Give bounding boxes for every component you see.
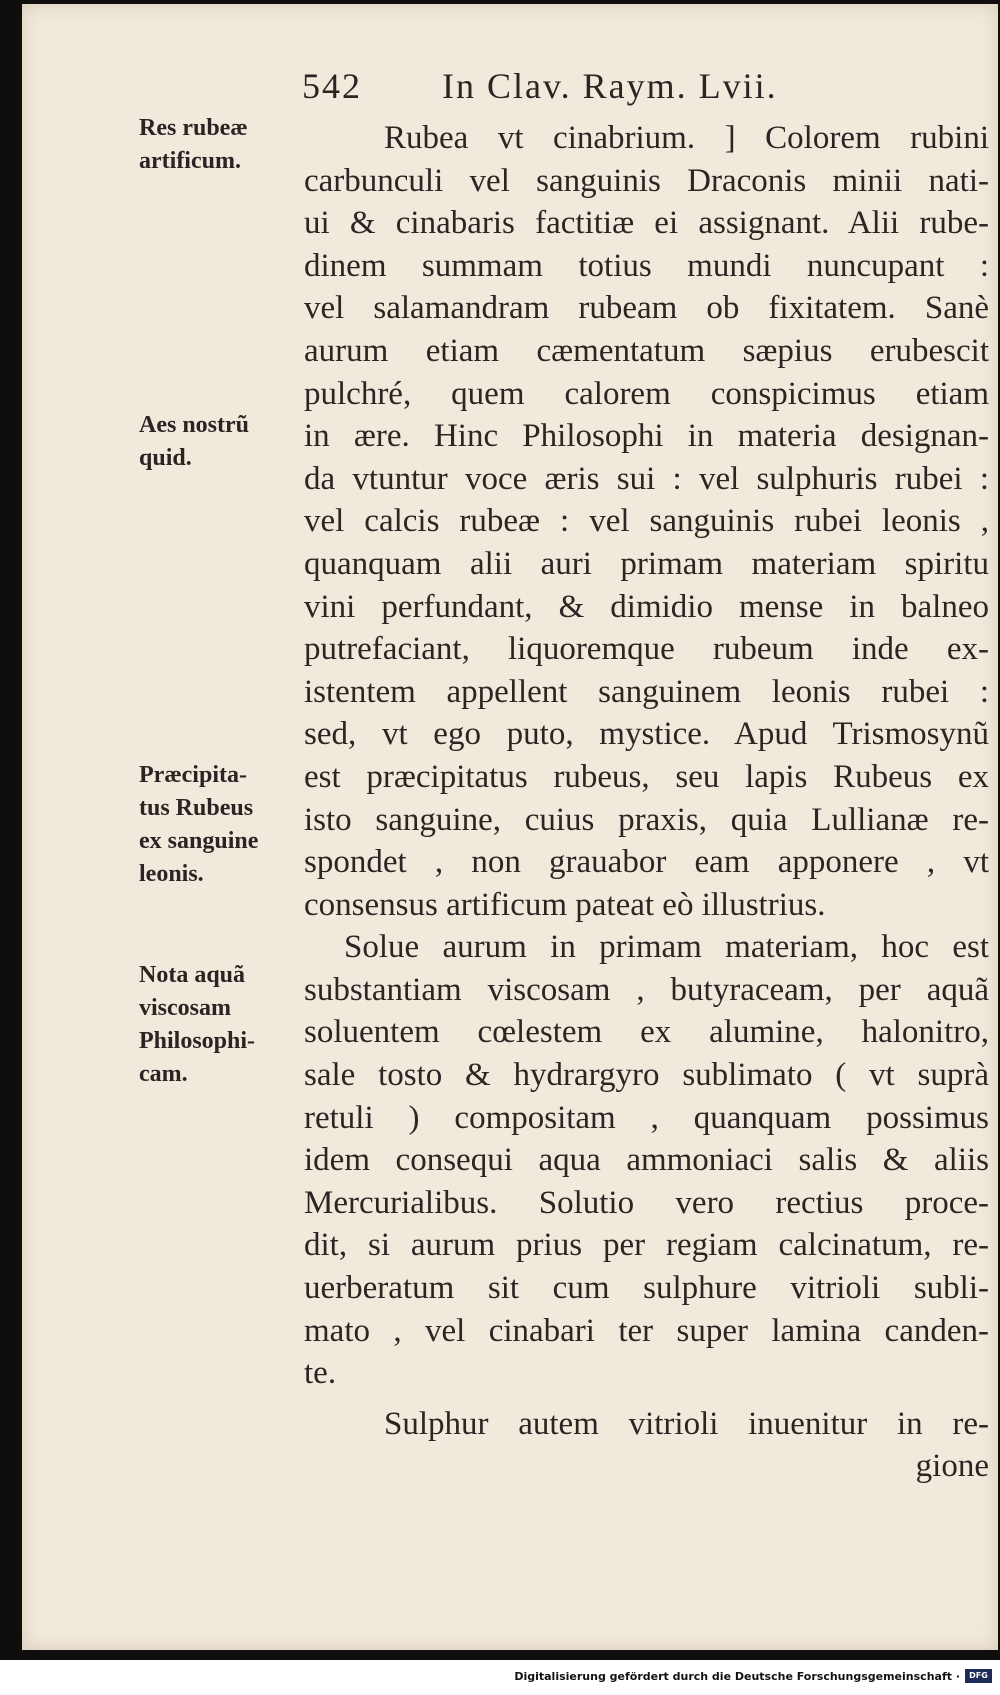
- margin-note-line: tus Rubeus: [139, 795, 254, 821]
- text-line: vel calcis rubeæ : vel sanguinis rubei leonis ,: [304, 503, 989, 540]
- text-line: Mercurialibus. Solutio vero rectius proce-: [304, 1184, 989, 1221]
- text-line: da vtuntur voce æris sui : vel sulphuris rubei :: [304, 460, 989, 497]
- margin-note-line: leonis.: [139, 861, 204, 887]
- text-line: est præcipitatus rubeus, seu lapis Rubeus ex: [304, 758, 989, 795]
- margin-note: [139, 409, 299, 475]
- page-number: 542: [302, 66, 362, 106]
- margin-note: [139, 759, 299, 891]
- text-line: uerberatum sit cum sulphure vitrioli subli-: [304, 1270, 989, 1307]
- text-line: sed, vt ego puto, mystice. Apud Trismosynũ: [304, 716, 989, 753]
- text-line: ui & cinabaris factitiæ ei assignant. Alii rube-: [304, 205, 989, 242]
- footer-credit: Digitalisierung gefördert durch die Deutsche Forschungsgemeinschaft ·: [514, 1670, 960, 1683]
- book-page: [22, 4, 998, 1650]
- catchword: gione: [915, 1448, 989, 1485]
- text-line: idem consequi aqua ammoniaci salis & aliis: [304, 1142, 989, 1179]
- text-line: vini perfundant, & dimidio mense in balneo: [304, 588, 989, 625]
- margin-note-line: ex sanguine: [139, 828, 259, 854]
- paragraph-gap: [304, 1395, 989, 1403]
- running-title: In Clav. Raym. Lvii.: [442, 66, 778, 106]
- text-line: pulchré, quem calorem conspicimus etiam: [304, 375, 989, 412]
- text-line: putrefaciant, liquoremque rubeum inde ex-: [304, 631, 989, 668]
- text-line: carbunculi vel sanguinis Draconis minii nati-: [304, 162, 989, 199]
- margin-note-line: Aes nostrũ: [139, 412, 250, 438]
- text-line: quanquam alii auri primam materiam spiritu: [304, 545, 989, 582]
- text-line: sale tosto & hydrargyro sublimato ( vt suprà: [304, 1057, 989, 1094]
- margin-note: [139, 959, 299, 1091]
- margin-note-line: Nota aquã: [139, 962, 246, 988]
- text-line: spondet , non grauabor eam apponere , vt: [304, 844, 989, 881]
- text-line: mato , vel cinabari ter super lamina canden-: [304, 1312, 989, 1349]
- margin-note-line: viscosam: [139, 995, 231, 1021]
- text-line: Sulphur autem vitrioli inuenitur in re-: [384, 1405, 989, 1442]
- text-line: soluentem cœlestem ex alumine, halonitro,: [304, 1014, 989, 1051]
- margin-note-line: Res rubeæ: [139, 115, 248, 141]
- text-line: Rubea vt cinabrium. ] Colorem rubini: [384, 120, 989, 156]
- margin-note-line: cam.: [139, 1061, 188, 1087]
- text-line: vel salamandram rubeam ob fixitatem. Sanè: [304, 290, 989, 327]
- text-line: te.: [304, 1355, 337, 1392]
- digitization-footer: [0, 1660, 1000, 1695]
- text-line: in ære. Hinc Philosophi in materia designan-: [304, 418, 989, 455]
- text-line: dinem summam totius mundi nuncupant :: [304, 247, 989, 284]
- margin-note-line: Præcipita-: [139, 762, 247, 788]
- margin-note: [139, 112, 299, 178]
- text-line: retuli ) compositam , quanquam possimus: [304, 1099, 989, 1136]
- text-line: isto sanguine, cuius praxis, quia Lullianæ re-: [304, 801, 989, 838]
- text-line: substantiam viscosam , butyraceam, per aquã: [304, 971, 989, 1008]
- body-text: [304, 117, 989, 1488]
- text-line: consensus artificum pateat eò illustrius.: [304, 886, 826, 923]
- text-line: dit, si aurum prius per regiam calcinatum, re-: [304, 1227, 989, 1264]
- text-line: aurum etiam cæmentatum sæpius erubescit: [304, 332, 989, 369]
- text-line: istentem appellent sanguinem leonis rubei :: [304, 673, 989, 710]
- margin-note-line: artificum.: [139, 148, 241, 174]
- margin-note-line: quid.: [139, 445, 192, 471]
- page-header: [302, 59, 922, 109]
- dfg-logo: DFG: [965, 1669, 992, 1683]
- text-line: Solue aurum in primam materiam, hoc est: [344, 929, 989, 966]
- margin-note-line: Philosophi-: [139, 1028, 256, 1054]
